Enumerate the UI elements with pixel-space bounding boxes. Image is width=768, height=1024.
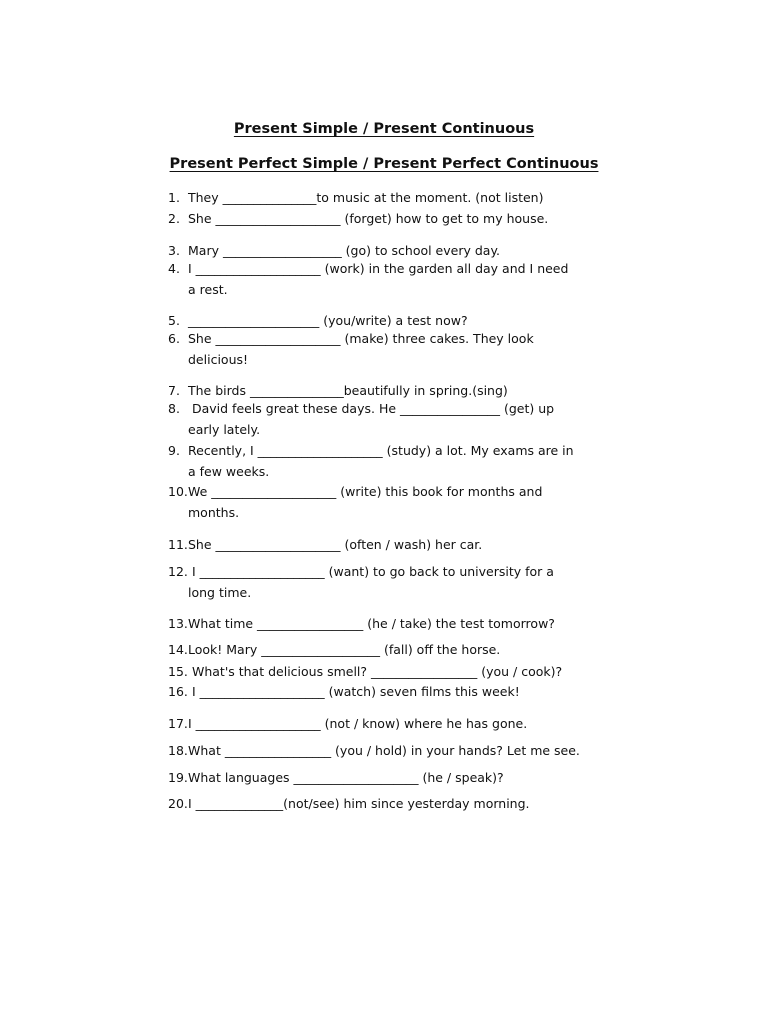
exercise-number: 20. (168, 796, 188, 811)
exercise-item-11 (168, 534, 628, 555)
exercise-item-12 (168, 561, 628, 603)
exercise-number: 11. (168, 537, 188, 552)
exercise-text-continued: months. (188, 505, 240, 520)
exercise-text: She ____________________ (forget) how to get to my house. (188, 211, 549, 226)
exercise-text: David feels great these days. He ________________ (get) up (188, 401, 555, 416)
exercise-number: 10. (168, 484, 188, 499)
exercise-number: 4. (168, 261, 180, 276)
exercise-item-4 (168, 258, 628, 300)
exercise-text: What time _________________ (he / take) the test tomorrow? (188, 616, 555, 631)
exercise-text: Recently, I ____________________ (study) a lot. My exams are in (188, 443, 574, 458)
worksheet-title-present-perfect: Present Perfect Simple / Present Perfect Continuous (169, 156, 599, 172)
exercise-text: She ____________________ (often / wash) her car. (188, 537, 483, 552)
exercise-number: 6. (168, 331, 180, 346)
exercise-number: 14. (168, 642, 188, 657)
exercise-text-continued: early lately. (188, 422, 261, 437)
exercise-text: Mary ___________________ (go) to school every day. (188, 243, 501, 258)
exercise-item-1 (168, 187, 628, 208)
exercise-number: 1. (168, 190, 180, 205)
exercise-text: What's that delicious smell? _________________ (you / cook)? (188, 664, 563, 679)
exercise-text: What languages ____________________ (he / speak)? (188, 770, 504, 785)
exercise-number: 3. (168, 243, 180, 258)
exercise-number: 9. (168, 443, 180, 458)
exercise-number: 13. (168, 616, 188, 631)
exercise-text-continued: long time. (188, 585, 252, 600)
exercise-text: She ____________________ (make) three cakes. They look (188, 331, 534, 346)
exercise-item-10 (168, 481, 628, 523)
exercise-item-2 (168, 208, 628, 229)
exercise-text: I ____________________ (watch) seven films this week! (188, 684, 520, 699)
exercise-item-20 (168, 793, 628, 814)
exercise-text: _____________________ (you/write) a test now? (188, 313, 468, 328)
exercise-number: 16. (168, 684, 188, 699)
exercise-number: 7. (168, 383, 180, 398)
exercise-number: 2. (168, 211, 180, 226)
exercise-item-15 (168, 661, 628, 682)
exercise-text: I ____________________ (work) in the garden all day and I need (188, 261, 569, 276)
exercise-text: I ____________________ (want) to go back to university for a (188, 564, 554, 579)
exercise-item-13 (168, 613, 628, 634)
exercise-item-16 (168, 681, 628, 702)
exercise-number: 19. (168, 770, 188, 785)
exercise-number: 17. (168, 716, 188, 731)
exercise-item-6 (168, 328, 628, 370)
exercise-text: What _________________ (you / hold) in your hands? Let me see. (188, 743, 580, 758)
exercise-item-19 (168, 767, 628, 788)
exercise-item-17 (168, 713, 628, 734)
exercise-text: I ____________________ (not / know) where he has gone. (188, 716, 528, 731)
exercise-number: 18. (168, 743, 188, 758)
exercise-text: The birds _______________beautifully in spring.(sing) (188, 383, 508, 398)
exercise-number: 15. (168, 664, 188, 679)
exercise-text-continued: a rest. (188, 282, 228, 297)
exercise-number: 5. (168, 313, 180, 328)
exercise-item-14 (168, 639, 628, 660)
exercise-item-8 (168, 398, 628, 440)
worksheet-title-present-simple-continuous: Present Simple / Present Continuous (233, 121, 535, 137)
exercise-number: 12. (168, 564, 188, 579)
exercise-text: They _______________to music at the moment. (not listen) (188, 190, 544, 205)
exercise-text: Look! Mary ___________________ (fall) off the horse. (188, 642, 501, 657)
exercise-item-9 (168, 440, 628, 482)
exercise-item-18 (168, 740, 628, 761)
exercise-text: We ____________________ (write) this book for months and (188, 484, 543, 499)
exercise-text-continued: a few weeks. (188, 464, 270, 479)
exercise-number: 8. (168, 401, 180, 416)
exercise-text: I ______________(not/see) him since yesterday morning. (188, 796, 530, 811)
exercise-text-continued: delicious! (188, 352, 249, 367)
